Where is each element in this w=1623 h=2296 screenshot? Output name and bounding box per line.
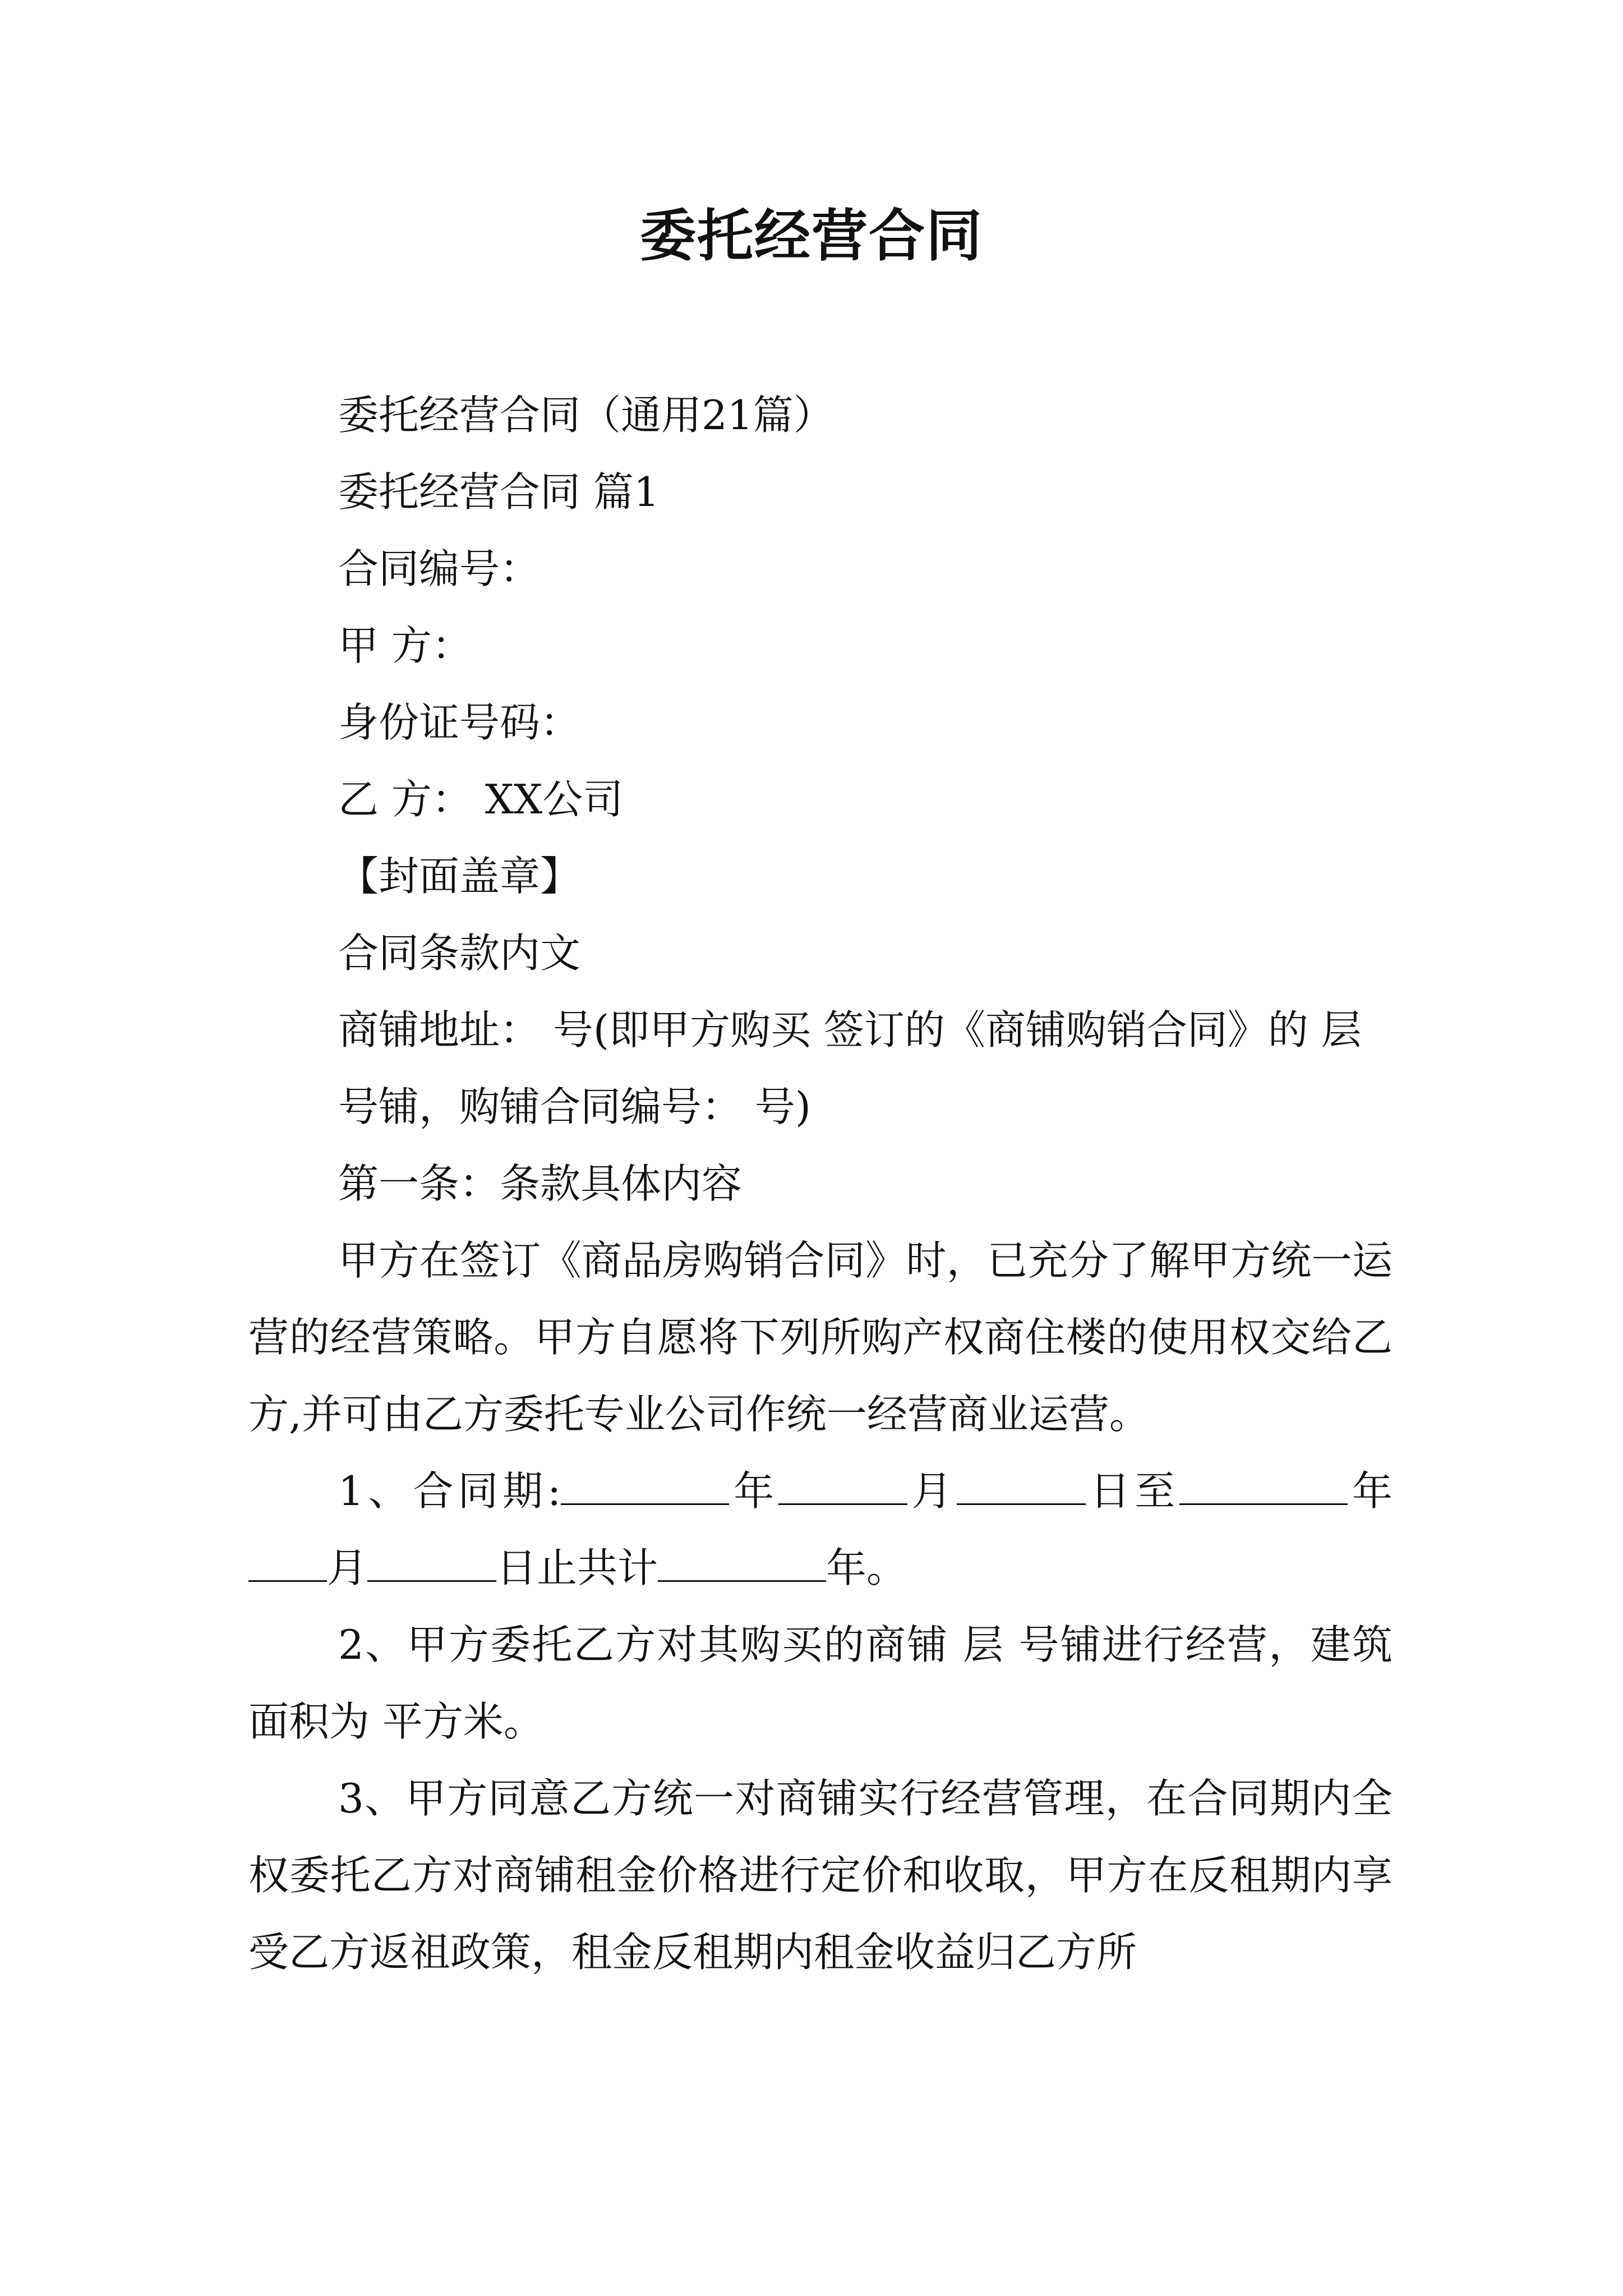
document-body	[248, 377, 1393, 1991]
paragraph: 3、甲方同意乙方统一对商铺实行经营管理，在合同期内全权委托乙方对商铺租金价格进行定价和收取，甲方在反租期内享受乙方返祖政策，租金反租期内租金收益归乙方所	[248, 1775, 1393, 1976]
fill-blank	[778, 1470, 907, 1505]
term-day-label: 日止共计	[496, 1544, 658, 1591]
paragraph: 商铺地址： 号(即甲方购买 签订的《商铺购销合同》的 层	[338, 1006, 1362, 1053]
fill-blank	[658, 1547, 826, 1582]
fill-blank	[367, 1547, 496, 1582]
paragraph: 合同条款内文	[338, 930, 581, 977]
fill-blank	[248, 1547, 327, 1582]
paragraph: 第一条：条款具体内容	[338, 1160, 743, 1207]
term-prefix: 1、合同期:	[338, 1467, 561, 1515]
paragraph: 2、甲方委托乙方对其购买的商铺 层 号铺进行经营，建筑面积为 平方米。	[248, 1621, 1393, 1745]
term-year-label: 年。	[826, 1544, 907, 1591]
term-month-label: 月	[327, 1544, 368, 1591]
paragraph: 身份证号码：	[338, 699, 581, 746]
paragraph: 合同编号：	[338, 545, 541, 592]
paragraph: 甲方在签订《商品房购销合同》时，已充分了解甲方统一运营的经营策略。甲方自愿将下列所购产权商住楼的使用权交给乙方,并可由乙方委托专业公司作统一经营商业运营。	[248, 1237, 1393, 1438]
term-year-label: 年	[729, 1467, 778, 1515]
paragraph: 甲 方：	[338, 622, 472, 669]
term-year-label: 年	[1348, 1467, 1393, 1515]
term-day-label: 日至	[1085, 1467, 1180, 1515]
fill-blank	[1179, 1470, 1348, 1505]
document-title: 委托经营合同	[640, 203, 983, 269]
paragraph: 委托经营合同（通用21篇）	[338, 392, 834, 439]
paragraph: 号铺，购铺合同编号： 号)	[338, 1083, 811, 1130]
paragraph: 【封面盖章】	[338, 853, 581, 900]
fill-blank	[957, 1470, 1086, 1505]
fill-blank	[561, 1470, 729, 1505]
paragraph: 乙 方： XX公司	[338, 776, 624, 823]
paragraph: 委托经营合同 篇1	[338, 468, 660, 516]
term-month-label: 月	[907, 1467, 957, 1515]
contract-term-paragraph	[248, 1453, 1393, 1607]
